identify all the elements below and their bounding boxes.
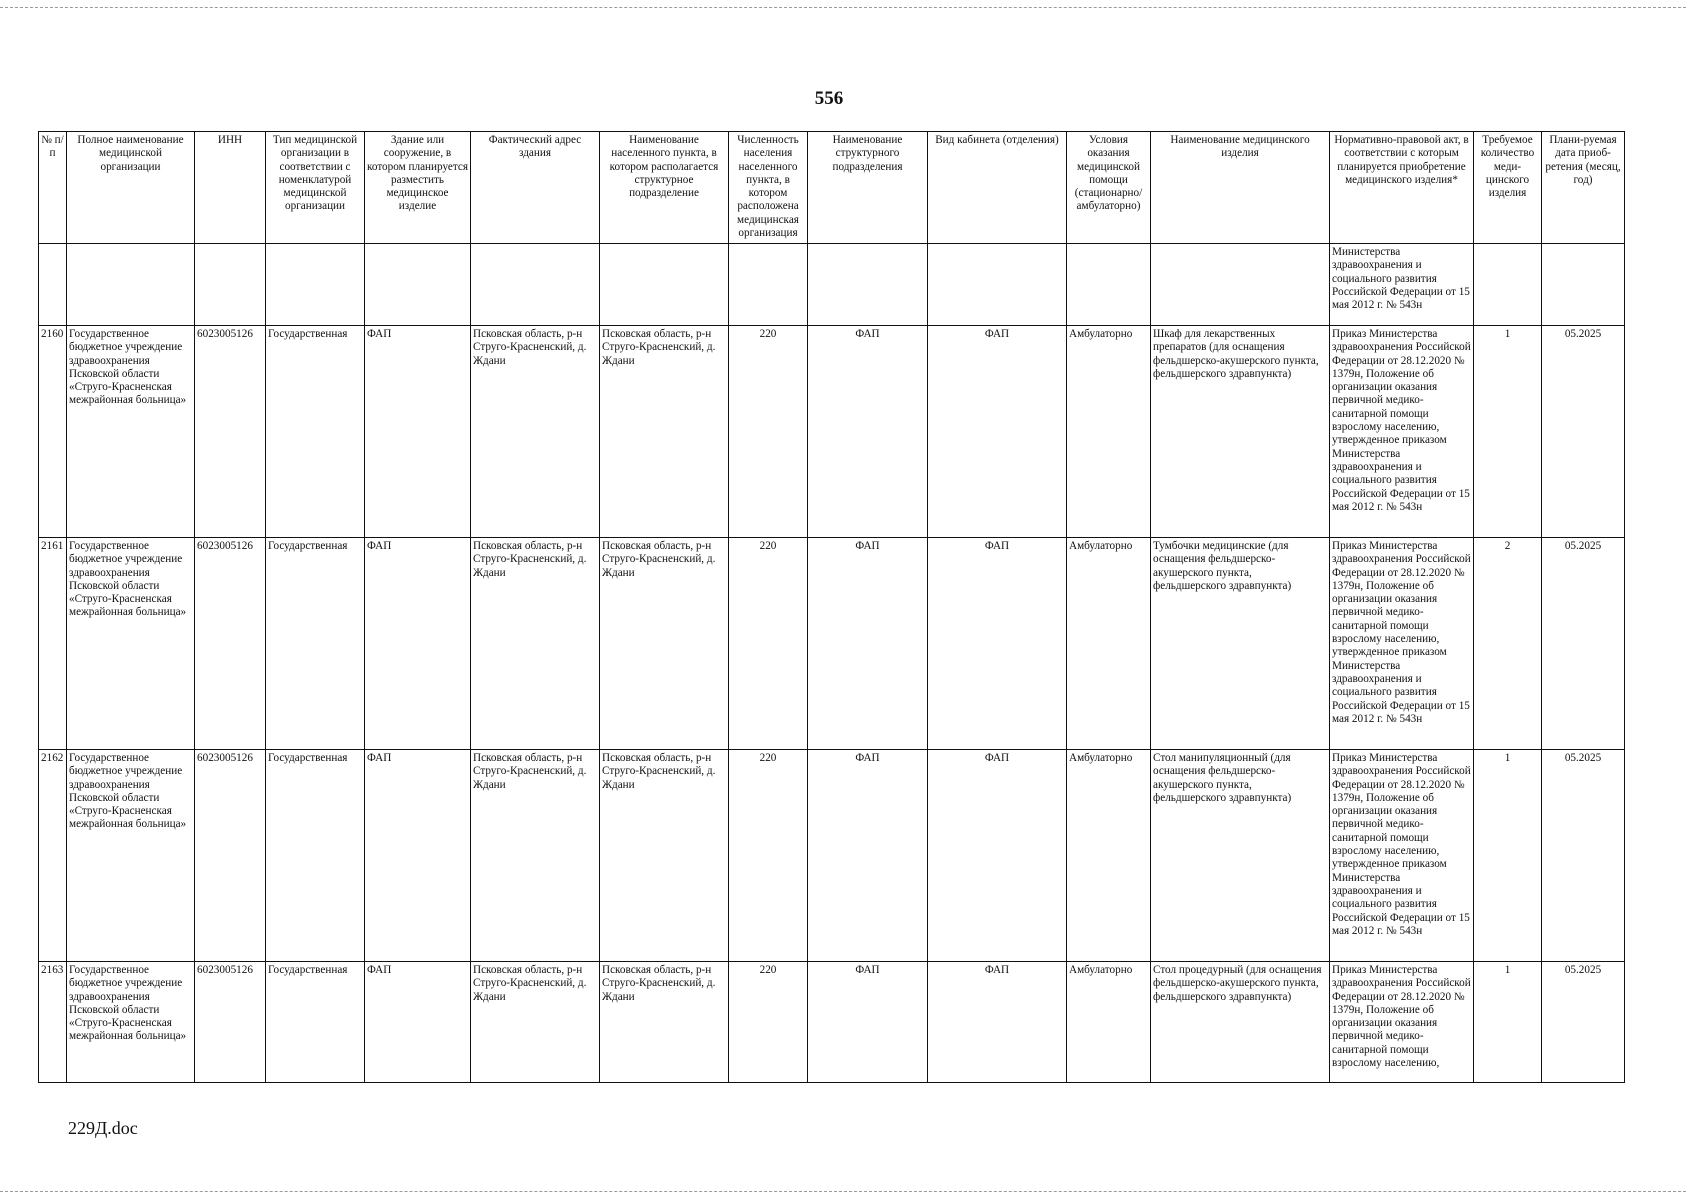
scan-edge-top <box>0 7 1686 8</box>
cell-date: 05.2025 <box>1542 962 1625 1083</box>
cell-address: Псковская область, р-н Струго-Красненский, д. Ждани <box>471 326 600 538</box>
cell-type: Государственная <box>266 750 365 962</box>
cell-date: 05.2025 <box>1542 538 1625 750</box>
cell-num: 2163 <box>39 962 67 1083</box>
cell-num: 2161 <box>39 538 67 750</box>
scan-edge-bottom <box>0 1191 1686 1192</box>
cell-qty: 2 <box>1474 538 1542 750</box>
col-header-division: Наименование структурного подразделения <box>808 132 928 244</box>
cell-num: 2162 <box>39 750 67 962</box>
table-header-row <box>39 132 1625 244</box>
cell-qty: 1 <box>1474 750 1542 962</box>
col-header-num: № п/п <box>39 132 67 244</box>
table-cell <box>195 244 266 326</box>
cell-date: 05.2025 <box>1542 326 1625 538</box>
footer-filename: 229Д.doc <box>68 1118 138 1138</box>
cell-device: Стол процедурный (для оснащения фельдшерско-акушерского пункта, фельдшерского здравпункта) <box>1151 962 1330 1083</box>
cell-division: ФАП <box>808 326 928 538</box>
cell-building: ФАП <box>365 962 471 1083</box>
table-row <box>39 538 1625 750</box>
cell-population: 220 <box>729 962 808 1083</box>
table-cell <box>266 244 365 326</box>
col-header-inn: ИНН <box>195 132 266 244</box>
cell-address: Псковская область, р-н Струго-Красненский, д. Ждани <box>471 962 600 1083</box>
cell-org: Государственное бюджетное учреждение здравоохранения Псковской области «Струго-Красненская межрайонная больница» <box>67 538 195 750</box>
col-header-building: Здание или сооружение, в котором планируется разместить медицинское изделие <box>365 132 471 244</box>
cell-conditions: Амбулаторно <box>1067 326 1151 538</box>
cell-cabinet: ФАП <box>928 326 1067 538</box>
cell-division: ФАП <box>808 962 928 1083</box>
cell-qty: 1 <box>1474 962 1542 1083</box>
col-header-conditions: Условия оказания медицинской помощи (стационарно/ амбулаторно) <box>1067 132 1151 244</box>
cell-locality: Псковская область, р-н Струго-Красненский, д. Ждани <box>600 750 729 962</box>
col-header-device: Наименование медицинского изделия <box>1151 132 1330 244</box>
page-number: 556 <box>814 88 844 109</box>
table-cell <box>1151 244 1330 326</box>
cell-org: Государственное бюджетное учреждение здравоохранения Псковской области «Струго-Красненская межрайонная больница» <box>67 750 195 962</box>
table-cell <box>39 244 67 326</box>
table-cell <box>1474 244 1542 326</box>
table-cell <box>928 244 1067 326</box>
table-cell <box>471 244 600 326</box>
table-cell <box>1067 244 1151 326</box>
cell-conditions: Амбулаторно <box>1067 538 1151 750</box>
cell-cabinet: ФАП <box>928 538 1067 750</box>
cell-qty: 1 <box>1474 326 1542 538</box>
cell-cabinet: ФАП <box>928 750 1067 962</box>
col-header-date: Плани-руемая дата приоб-ретения (месяц, год) <box>1542 132 1625 244</box>
table-row <box>39 326 1625 538</box>
cell-inn: 6023005126 <box>195 326 266 538</box>
cell-locality: Псковская область, р-н Струго-Красненский, д. Ждани <box>600 538 729 750</box>
cell-cabinet: ФАП <box>928 962 1067 1083</box>
col-header-qty: Требуемое количество меди-цинского изделия <box>1474 132 1542 244</box>
table-row <box>39 750 1625 962</box>
cell-act-continuation: Министерства здравоохранения и социального развития Российской Федерации от 15 мая 2012 г. № 543н <box>1330 244 1474 326</box>
cell-address: Псковская область, р-н Струго-Красненский, д. Ждани <box>471 538 600 750</box>
cell-device: Тумбочки медицинские (для оснащения фельдшерско-акушерского пункта, фельдшерского здравпункта) <box>1151 538 1330 750</box>
cell-building: ФАП <box>365 538 471 750</box>
cell-conditions: Амбулаторно <box>1067 962 1151 1083</box>
cell-locality: Псковская область, р-н Струго-Красненский, д. Ждани <box>600 962 729 1083</box>
col-header-org: Полное наименование медицинской организации <box>67 132 195 244</box>
cell-device: Шкаф для лекарственных препаратов (для оснащения фельдшерско-акушерского пункта, фельдшерского здравпункта) <box>1151 326 1330 538</box>
cell-division: ФАП <box>808 750 928 962</box>
cell-conditions: Амбулаторно <box>1067 750 1151 962</box>
col-header-cabinet: Вид кабинета (отделения) <box>928 132 1067 244</box>
col-header-population: Численность населения населенного пункта, в котором расположена медицинская организация <box>729 132 808 244</box>
col-header-locality: Наименование населенного пункта, в котором располагается структурное подразделение <box>600 132 729 244</box>
cell-type: Государственная <box>266 962 365 1083</box>
cell-act: Приказ Министерства здравоохранения Российской Федерации от 28.12.2020 № 1379н, Положение об организации оказания первичной медико-санитарной помощи взрослому населению, утвержденное приказом Министерства здравоохранения и социального развития Российской Федерации от 15 мая 2012 г. № 543н <box>1330 326 1474 538</box>
cell-address: Псковская область, р-н Струго-Красненский, д. Ждани <box>471 750 600 962</box>
cell-population: 220 <box>729 538 808 750</box>
cell-type: Государственная <box>266 326 365 538</box>
cell-act: Приказ Министерства здравоохранения Российской Федерации от 28.12.2020 № 1379н, Положение об организации оказания первичной медико-санитарной помощи взрослому населению, <box>1330 962 1474 1083</box>
cell-device: Стол манипуляционный (для оснащения фельдшерско-акушерского пункта, фельдшерского здравпункта) <box>1151 750 1330 962</box>
cell-inn: 6023005126 <box>195 538 266 750</box>
cell-population: 220 <box>729 326 808 538</box>
table-row-continuation <box>39 244 1625 326</box>
cell-org: Государственное бюджетное учреждение здравоохранения Псковской области «Струго-Красненская межрайонная больница» <box>67 962 195 1083</box>
table-cell <box>729 244 808 326</box>
table-cell <box>67 244 195 326</box>
cell-inn: 6023005126 <box>195 750 266 962</box>
cell-locality: Псковская область, р-н Струго-Красненский, д. Ждани <box>600 326 729 538</box>
table-cell <box>808 244 928 326</box>
table-cell <box>600 244 729 326</box>
equipment-table <box>38 131 1625 1083</box>
table-row <box>39 962 1625 1083</box>
cell-act: Приказ Министерства здравоохранения Российской Федерации от 28.12.2020 № 1379н, Положение об организации оказания первичной медико-санитарной помощи взрослому населению, утвержденное приказом Министерства здравоохранения и социального развития Российской Федерации от 15 мая 2012 г. № 543н <box>1330 750 1474 962</box>
table-cell <box>1542 244 1625 326</box>
cell-num: 2160 <box>39 326 67 538</box>
cell-population: 220 <box>729 750 808 962</box>
col-header-address: Фактический адрес здания <box>471 132 600 244</box>
cell-act: Приказ Министерства здравоохранения Российской Федерации от 28.12.2020 № 1379н, Положение об организации оказания первичной медико-санитарной помощи взрослому населению, утвержденное приказом Министерства здравоохранения и социального развития Российской Федерации от 15 мая 2012 г. № 543н <box>1330 538 1474 750</box>
cell-division: ФАП <box>808 538 928 750</box>
col-header-type: Тип медицинской организации в соответствии с номенклатурой медицинской организации <box>266 132 365 244</box>
cell-org: Государственное бюджетное учреждение здравоохранения Псковской области «Струго-Красненская межрайонная больница» <box>67 326 195 538</box>
cell-building: ФАП <box>365 326 471 538</box>
col-header-act: Нормативно-правовой акт, в соответствии с которым планируется приобретение медицинского изделия* <box>1330 132 1474 244</box>
cell-date: 05.2025 <box>1542 750 1625 962</box>
cell-type: Государственная <box>266 538 365 750</box>
cell-inn: 6023005126 <box>195 962 266 1083</box>
table-cell <box>365 244 471 326</box>
cell-building: ФАП <box>365 750 471 962</box>
